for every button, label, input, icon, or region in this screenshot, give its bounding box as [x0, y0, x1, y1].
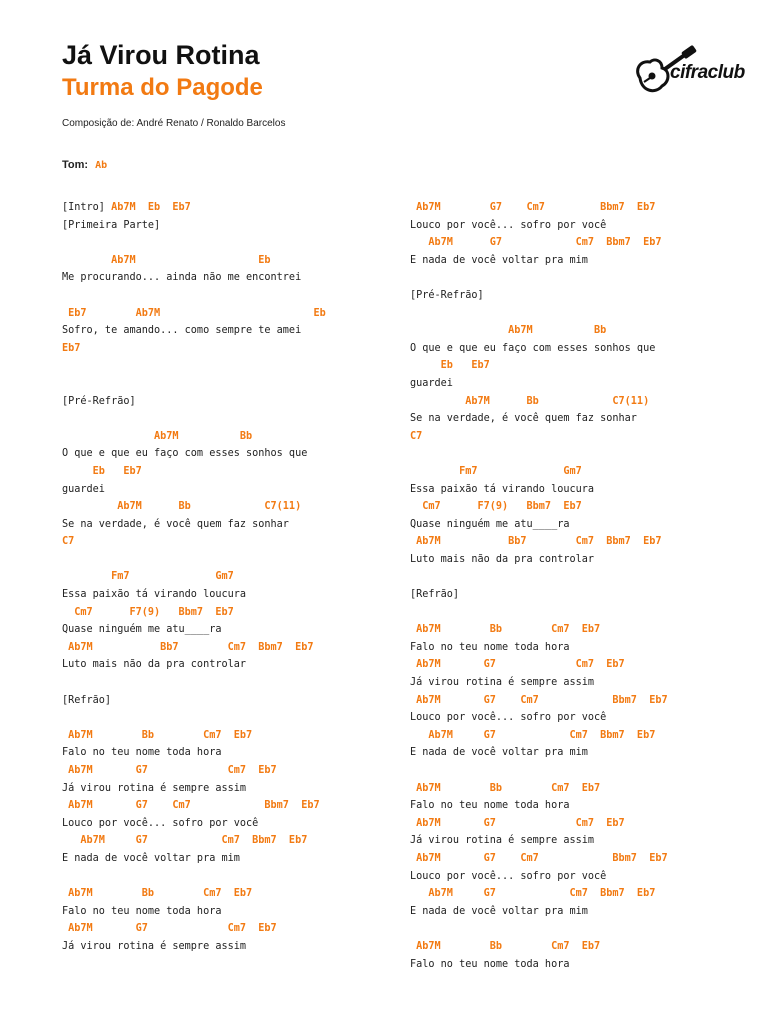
section-line	[62, 674, 326, 692]
chord-line: Ab7M G7 Cm7 Bbm7 Eb7	[410, 729, 656, 741]
lyric-line: Falo no teu nome toda hora	[410, 641, 570, 653]
lyric-line: E nada de você voltar pra mim	[410, 905, 588, 917]
lyric-line: Me procurando... ainda não me encontrei	[62, 272, 302, 284]
lyrics-column-right	[410, 199, 668, 973]
section-line: [Refrão]	[410, 589, 460, 601]
song-key	[62, 159, 107, 171]
lyric-line: O que e que eu faço com esses sonhos que	[62, 448, 308, 460]
section-line	[62, 375, 326, 393]
lyric-line: Quase ninguém me atu____ra	[410, 518, 570, 530]
key-value: Ab	[95, 160, 108, 171]
chord-line: Ab7M G7 Cm7 Bbm7 Eb7	[410, 202, 656, 213]
chord-line: Eb7 Ab7M Eb	[62, 307, 326, 319]
song-title: Já Virou Rotina	[62, 40, 260, 70]
chord-line: C7	[410, 430, 423, 442]
cifraclub-logo	[632, 42, 748, 98]
section-line	[410, 762, 668, 780]
section-line	[410, 604, 668, 622]
lyric-line: Essa paixão tá virando loucura	[62, 589, 247, 601]
chord-line: Ab7M G7 Cm7 Eb7	[410, 817, 625, 829]
chord-line: Ab7M Bb	[410, 325, 607, 337]
chord-line: Ab7M G7 Cm7 Bbm7 Eb7	[410, 237, 662, 249]
section-line	[62, 234, 326, 252]
chord-line: C7	[62, 536, 75, 548]
lyric-line: Se na verdade, é você quem faz sonhar	[410, 413, 637, 425]
section-line	[410, 305, 668, 323]
chord-line: Ab7M Bb Cm7 Eb7	[62, 729, 253, 741]
chord-line: Ab7M Eb	[62, 254, 271, 266]
lyric-line: Se na verdade, é você quem faz sonhar	[62, 518, 289, 530]
chord-line: Ab7M Bb Cm7 Eb7	[410, 940, 601, 952]
lyric-line: Louco por você... sofro por você	[410, 712, 607, 724]
section-line	[62, 410, 326, 428]
chord-line: Ab7M G7 Cm7 Eb7	[62, 923, 277, 935]
lyric-line: Falo no teu nome toda hora	[62, 747, 222, 759]
chord-line: Ab7M Bb7 Cm7 Bbm7 Eb7	[62, 641, 314, 653]
chord-line: Ab7M G7 Cm7 Bbm7 Eb7	[62, 835, 308, 847]
section-line: [Pré-Refrão]	[62, 395, 136, 407]
section-line	[62, 709, 326, 727]
lyric-line: Já virou rotina é sempre assim	[410, 835, 595, 847]
section-line: [Refrão]	[62, 694, 112, 706]
lyric-line: Essa paixão tá virando loucura	[410, 483, 595, 495]
chord-line: Ab7M Bb Cm7 Eb7	[62, 888, 253, 900]
composition-credit: Composição de: André Renato / Ronaldo Barcelos	[62, 118, 286, 129]
lyric-line: Luto mais não da pra controlar	[410, 553, 595, 565]
chord-line: Ab7M Bb	[62, 430, 253, 442]
chord-line: Ab7M Bb C7(11)	[410, 395, 650, 407]
chord-line: Cm7 F7(9) Bbm7 Eb7	[62, 606, 234, 618]
chord-line: Ab7M G7 Cm7 Eb7	[62, 765, 277, 776]
intro-label: [Intro]	[62, 202, 112, 213]
lyric-line: Já virou rotina é sempre assim	[62, 940, 247, 952]
chord-line: Ab7M G7 Cm7 Eb7	[410, 659, 625, 671]
lyric-line: Falo no teu nome toda hora	[410, 958, 570, 970]
chord-line: Ab7M Bb7 Cm7 Bbm7 Eb7	[410, 536, 662, 548]
chord-line: Cm7 F7(9) Bbm7 Eb7	[410, 501, 582, 513]
lyric-line: Quase ninguém me atu____ra	[62, 624, 222, 636]
lyric-line: guardei	[410, 377, 453, 389]
lyric-line: guardei	[62, 483, 105, 495]
section-line	[410, 269, 668, 287]
lyric-line: Falo no teu nome toda hora	[410, 800, 570, 812]
section-line	[62, 287, 326, 305]
lyric-line: O que e que eu faço com esses sonhos que	[410, 342, 656, 354]
chord-line: Ab7M Bb Cm7 Eb7	[410, 782, 601, 794]
chord-line: Fm7 Gm7	[410, 465, 582, 477]
chord-line: Ab7M G7 Cm7 Bbm7 Eb7	[62, 800, 320, 812]
intro-chords: Ab7M Eb Eb7	[111, 202, 191, 213]
section-line	[62, 199, 326, 217]
section-line	[410, 920, 668, 938]
lyrics-column-left	[62, 199, 326, 956]
chord-line: Ab7M Bb C7(11)	[62, 501, 302, 513]
key-label: Tom:	[62, 159, 89, 171]
lyric-line: E nada de você voltar pra mim	[62, 852, 240, 864]
section-line: [Pré-Refrão]	[410, 289, 484, 301]
chord-line: Fm7 Gm7	[62, 571, 234, 583]
section-line	[62, 357, 326, 375]
artist-name: Turma do Pagode	[62, 74, 263, 101]
section-line	[410, 568, 668, 586]
chord-line: Ab7M G7 Cm7 Bbm7 Eb7	[410, 852, 668, 864]
lyric-line: E nada de você voltar pra mim	[410, 254, 588, 266]
section-line	[410, 445, 668, 463]
lyric-line: Já virou rotina é sempre assim	[62, 782, 247, 794]
lyric-line: E nada de você voltar pra mim	[410, 747, 588, 759]
logo-wordmark: cifraclub	[670, 62, 745, 83]
lyric-line: Louco por você... sofro por você	[410, 219, 607, 231]
lyric-line: Falo no teu nome toda hora	[62, 905, 222, 917]
chord-line: Ab7M G7 Cm7 Bbm7 Eb7	[410, 888, 656, 900]
section-line	[62, 551, 326, 569]
lyric-line: Sofro, te amando... como sempre te amei	[62, 325, 302, 337]
section-line: [Primeira Parte]	[62, 219, 161, 231]
section-line	[62, 868, 326, 886]
lyric-line: Luto mais não da pra controlar	[62, 659, 247, 671]
chord-line: Ab7M Bb Cm7 Eb7	[410, 624, 601, 636]
lyric-line: Louco por você... sofro por você	[410, 870, 607, 882]
lyric-line: Louco por você... sofro por você	[62, 817, 259, 829]
chord-line: Eb Eb7	[62, 465, 142, 477]
chord-line: Eb7	[62, 342, 81, 354]
chord-line: Eb Eb7	[410, 360, 490, 372]
lyric-line: Já virou rotina é sempre assim	[410, 677, 595, 689]
chord-line: Ab7M G7 Cm7 Bbm7 Eb7	[410, 694, 668, 706]
